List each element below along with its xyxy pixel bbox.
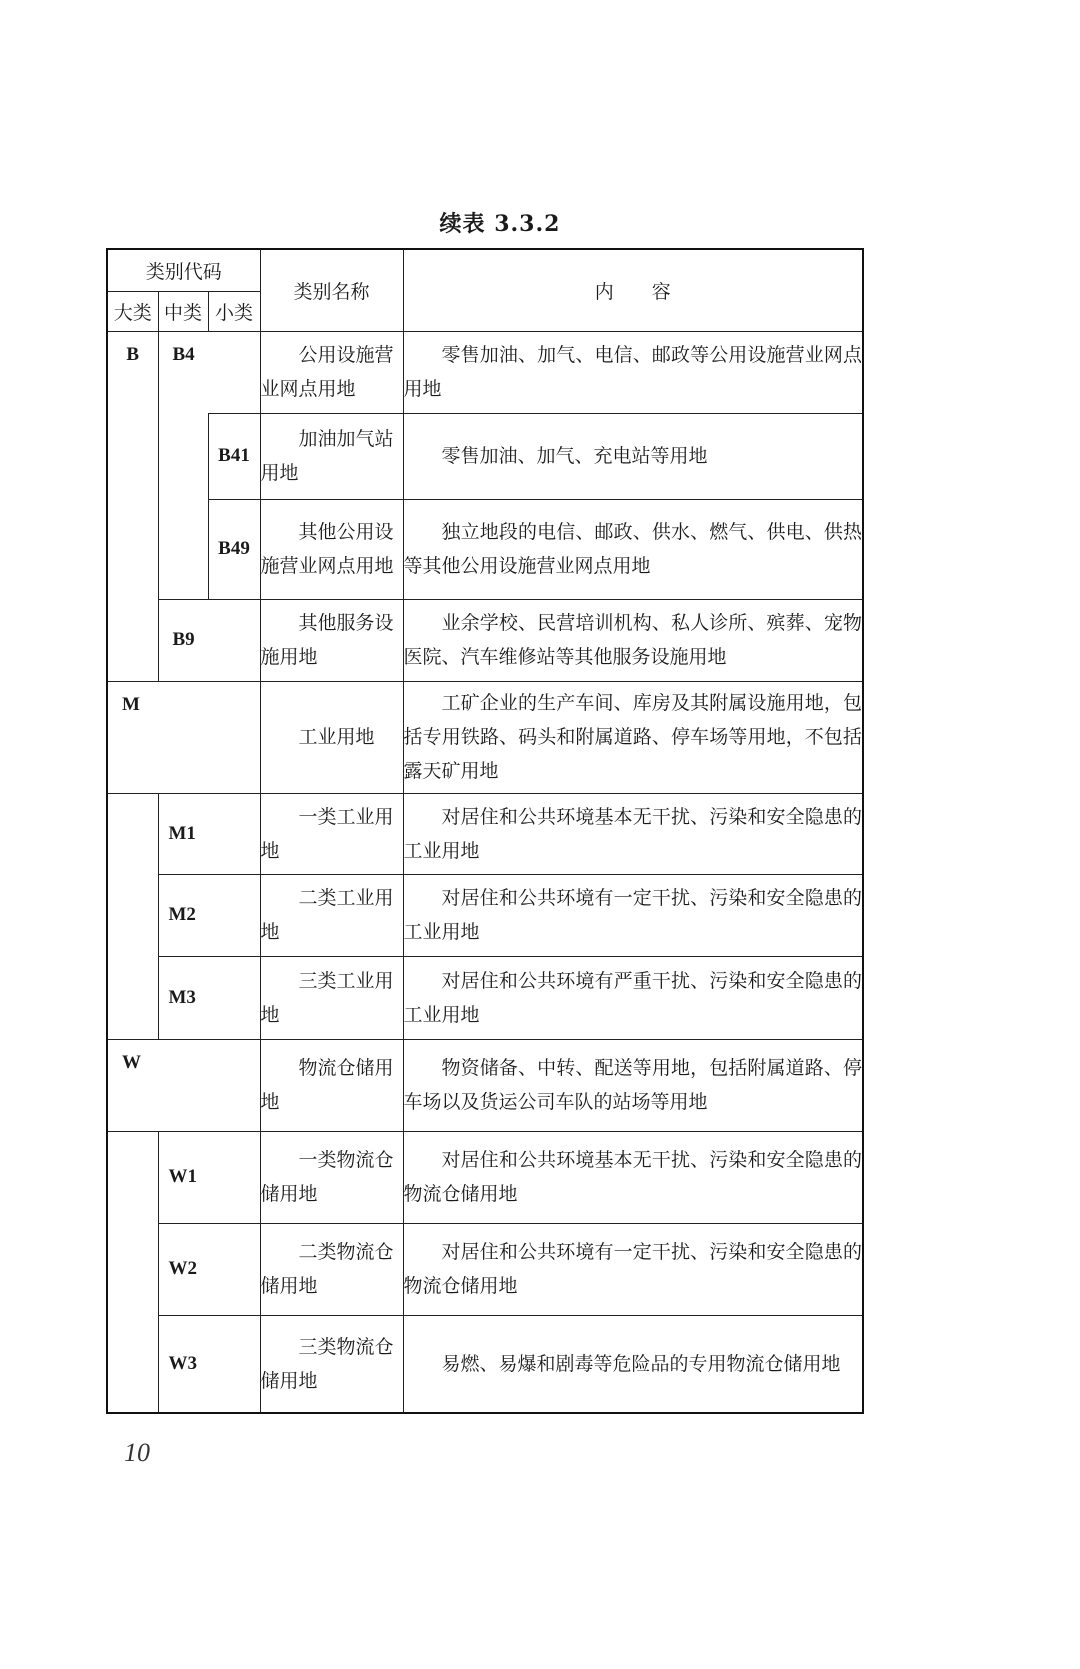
medium-code: B9 — [158, 599, 260, 681]
category-name: 物流仓储用地 — [260, 1039, 403, 1131]
table-title: 续表 3.3.2 — [439, 211, 561, 237]
header-name: 类别名称 — [260, 249, 403, 331]
major-code: M — [107, 681, 260, 793]
category-name: 二类工业用地 — [260, 874, 403, 956]
table-row — [107, 793, 863, 874]
category-content: 零售加油、加气、电信、邮政等公用设施营业网点用地 — [403, 331, 863, 413]
table-row — [107, 1315, 863, 1413]
table-row — [107, 331, 863, 413]
medium-code: W1 — [158, 1131, 260, 1223]
header-major: 大类 — [107, 291, 158, 331]
page-number: 10 — [124, 1438, 150, 1467]
table-row — [107, 599, 863, 681]
category-content: 对居住和公共环境有一定干扰、污染和安全隐患的工业用地 — [403, 874, 863, 956]
major-code-span — [107, 793, 158, 1039]
category-content: 业余学校、民营培训机构、私人诊所、殡葬、宠物医院、汽车维修站等其他服务设施用地 — [403, 599, 863, 681]
category-name: 其他服务设施用地 — [260, 599, 403, 681]
header-medium: 中类 — [158, 291, 208, 331]
category-content: 对居住和公共环境有严重干扰、污染和安全隐患的工业用地 — [403, 956, 863, 1039]
category-content: 对居住和公共环境基本无干扰、污染和安全隐患的工业用地 — [403, 793, 863, 874]
category-name: 一类物流仓储用地 — [260, 1131, 403, 1223]
category-content: 零售加油、加气、充电站等用地 — [403, 413, 863, 499]
category-name: 工业用地 — [260, 681, 403, 793]
category-name: 公用设施营业网点用地 — [260, 331, 403, 413]
header-code-group: 类别代码 — [107, 249, 260, 291]
minor-code: B49 — [208, 499, 260, 599]
category-name: 二类物流仓储用地 — [260, 1223, 403, 1315]
category-name: 三类工业用地 — [260, 956, 403, 1039]
category-content: 独立地段的电信、邮政、供水、燃气、供电、供热等其他公用设施营业网点用地 — [403, 499, 863, 599]
table-row — [107, 956, 863, 1039]
category-content: 工矿企业的生产车间、库房及其附属设施用地，包括专用铁路、码头和附属道路、停车场等用地，不包括露天矿用地 — [403, 681, 863, 793]
minor-code: B41 — [208, 413, 260, 499]
medium-code: W2 — [158, 1223, 260, 1315]
header-content: 内 容 — [403, 249, 863, 331]
table-row — [107, 1131, 863, 1223]
table-row — [107, 499, 863, 599]
category-name: 三类物流仓储用地 — [260, 1315, 403, 1413]
category-content: 易燃、易爆和剧毒等危险品的专用物流仓储用地 — [403, 1315, 863, 1413]
header-minor: 小类 — [208, 291, 260, 331]
category-content: 物资储备、中转、配送等用地，包括附属道路、停车场以及货运公司车队的站场等用地 — [403, 1039, 863, 1131]
table-row — [107, 1223, 863, 1315]
table-row — [107, 874, 863, 956]
medium-code: M1 — [158, 793, 260, 874]
table-row — [107, 413, 863, 499]
medium-code: B4 — [158, 331, 260, 413]
category-content: 对居住和公共环境有一定干扰、污染和安全隐患的物流仓储用地 — [403, 1223, 863, 1315]
category-name: 加油加气站用地 — [260, 413, 403, 499]
category-name: 其他公用设施营业网点用地 — [260, 499, 403, 599]
major-code-span — [107, 1131, 158, 1413]
medium-code: W3 — [158, 1315, 260, 1413]
medium-code: M2 — [158, 874, 260, 956]
category-content: 对居住和公共环境基本无干扰、污染和安全隐患的物流仓储用地 — [403, 1131, 863, 1223]
table-row — [107, 681, 863, 793]
major-code: W — [107, 1039, 260, 1131]
medium-code-span — [158, 413, 208, 599]
land-use-classification-table — [106, 248, 864, 1414]
medium-code: M3 — [158, 956, 260, 1039]
category-name: 一类工业用地 — [260, 793, 403, 874]
table-row — [107, 1039, 863, 1131]
major-code: B — [107, 331, 158, 681]
